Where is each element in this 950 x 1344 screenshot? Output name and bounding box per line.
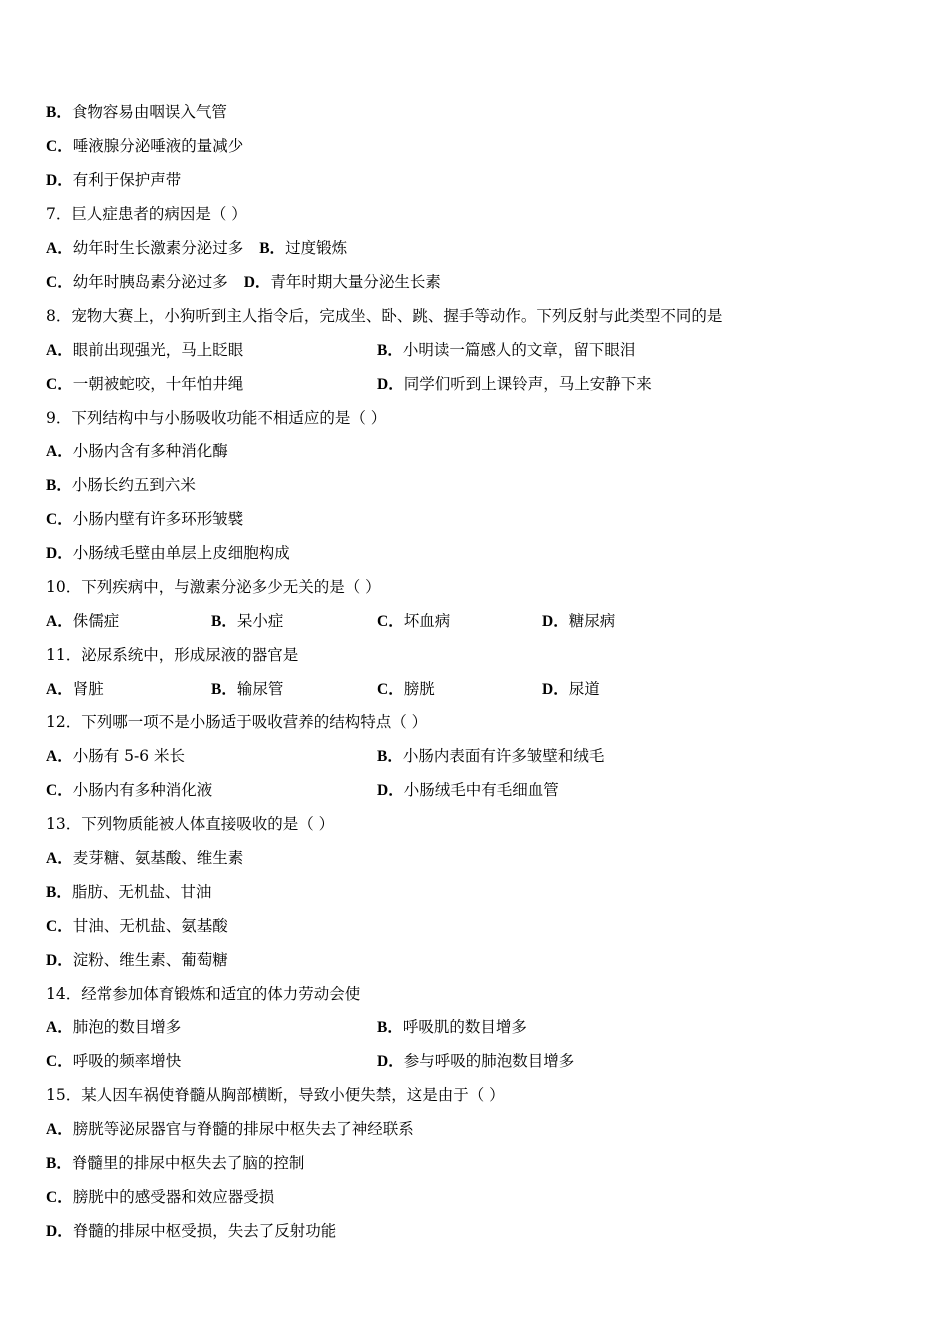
option-text: 小肠有 5-6 米长 bbox=[72, 747, 186, 765]
option-text: 幼年时生长激素分泌过多 bbox=[72, 239, 244, 257]
q12-options-row-1 bbox=[46, 743, 604, 769]
option-text: 参与呼吸的肺泡数目增多 bbox=[403, 1052, 575, 1070]
option-text: 脊髓的排尿中枢受损，失去了反射功能 bbox=[72, 1222, 337, 1240]
option-text: 脂肪、无机盐、甘油 bbox=[71, 883, 212, 901]
option-label: A． bbox=[46, 342, 73, 359]
option-label: D． bbox=[542, 681, 569, 698]
q10-option-d bbox=[542, 608, 615, 635]
option-text: 小明读一篇感人的文章，留下眼泪 bbox=[402, 341, 636, 359]
q12-options-row-2 bbox=[46, 777, 559, 803]
option-text: 青年时期大量分泌生长素 bbox=[270, 273, 441, 291]
q9-option-c bbox=[46, 506, 243, 532]
option-label: B． bbox=[46, 884, 72, 901]
q11-option-a bbox=[46, 676, 211, 703]
option-text: 麦芽糖、氨基酸、维生素 bbox=[72, 849, 244, 867]
option-label: D． bbox=[46, 952, 73, 969]
q7-option-d bbox=[244, 269, 441, 296]
option-text: 肾脏 bbox=[72, 680, 104, 698]
q14-option-c bbox=[46, 1048, 377, 1075]
option-text: 呆小症 bbox=[236, 612, 284, 630]
option-label: C． bbox=[377, 613, 404, 630]
option-text: 同学们听到上课铃声，马上安静下来 bbox=[403, 375, 652, 393]
option-label: B． bbox=[377, 1019, 403, 1036]
q14-option-a bbox=[46, 1014, 377, 1041]
q15-option-d bbox=[46, 1218, 336, 1244]
q8-option-b bbox=[377, 337, 635, 364]
q12-stem: 12．下列哪一项不是小肠适于吸收营养的结构特点（ ） bbox=[46, 713, 428, 731]
option-label: D． bbox=[46, 172, 73, 189]
q11-option-b bbox=[211, 676, 377, 703]
option-text: 淀粉、维生素、葡萄糖 bbox=[72, 951, 228, 969]
option-label: B． bbox=[46, 1155, 72, 1172]
q12-option-b bbox=[377, 743, 604, 770]
option-label: B． bbox=[377, 342, 403, 359]
option-label: C． bbox=[46, 511, 73, 528]
option-label: B． bbox=[259, 240, 286, 257]
option-label: D． bbox=[377, 1053, 404, 1070]
option-label: A． bbox=[46, 240, 73, 257]
option-label: B． bbox=[46, 477, 72, 494]
option-text: 坏血病 bbox=[403, 612, 451, 630]
q13-stem: 13．下列物质能被人体直接吸收的是（ ） bbox=[46, 815, 335, 833]
option-text: 膀胱等泌尿器官与脊髓的排尿中枢失去了神经联系 bbox=[72, 1120, 414, 1138]
q10-option-a bbox=[46, 608, 211, 635]
q11-option-c bbox=[377, 676, 542, 703]
q8-stem: 8．宠物大赛上，小狗听到主人指令后，完成坐、卧、跳、握手等动作。下列反射与此类型不同的是 bbox=[46, 307, 723, 325]
option-label: C． bbox=[377, 681, 404, 698]
option-label: C． bbox=[46, 918, 73, 935]
option-label: B． bbox=[211, 613, 237, 630]
option-text: 小肠内有多种消化液 bbox=[72, 781, 213, 799]
q7-stem: 7．巨人症患者的病因是（ ） bbox=[46, 205, 247, 223]
q14-options-row-1 bbox=[46, 1014, 527, 1040]
q12-option-c bbox=[46, 777, 377, 804]
option-text: 小肠内表面有许多皱壁和绒毛 bbox=[402, 747, 605, 765]
option-label: A． bbox=[46, 1121, 73, 1138]
option-label: C． bbox=[46, 782, 73, 799]
option-label: C． bbox=[46, 376, 73, 393]
option-text: 膀胱 bbox=[403, 680, 435, 698]
option-text: 呼吸肌的数目增多 bbox=[402, 1018, 527, 1036]
option-label: D． bbox=[243, 274, 271, 291]
q6-option-b bbox=[46, 99, 227, 125]
option-label: C． bbox=[46, 1189, 73, 1206]
option-label: A． bbox=[46, 443, 73, 460]
q15-option-a bbox=[46, 1116, 414, 1142]
option-label: D． bbox=[46, 1223, 73, 1240]
option-label: A． bbox=[46, 850, 73, 867]
q14-options-row-2 bbox=[46, 1048, 574, 1074]
option-label: D． bbox=[46, 545, 73, 562]
q10-option-b bbox=[211, 608, 377, 635]
q8-options-row-1 bbox=[46, 337, 635, 363]
q10-stem: 10．下列疾病中，与激素分泌多少无关的是（ ） bbox=[46, 578, 381, 596]
q8-options-row-2 bbox=[46, 371, 652, 397]
q12-option-a bbox=[46, 743, 377, 770]
q7-option-a bbox=[46, 235, 243, 262]
option-text: 小肠内壁有许多环形皱襞 bbox=[72, 510, 244, 528]
option-text: 肺泡的数目增多 bbox=[72, 1018, 182, 1036]
option-text: 一朝被蛇咬，十年怕井绳 bbox=[72, 375, 244, 393]
q6-option-c bbox=[46, 133, 243, 159]
option-text: 输尿管 bbox=[236, 680, 284, 698]
q11-option-d bbox=[542, 676, 600, 703]
q7-options-row-2 bbox=[46, 269, 441, 295]
q15-stem: 15．某人因车祸使脊髓从胸部横断，导致小便失禁，这是由于（ ） bbox=[46, 1086, 505, 1104]
q9-option-a bbox=[46, 438, 228, 464]
option-text: 小肠长约五到六米 bbox=[71, 476, 196, 494]
q10-options-row bbox=[46, 608, 615, 634]
option-label: A． bbox=[46, 613, 73, 630]
option-label: C． bbox=[46, 138, 73, 155]
option-label: D． bbox=[542, 613, 569, 630]
q7-option-c bbox=[46, 269, 228, 296]
option-label: B． bbox=[46, 104, 72, 121]
q14-stem: 14．经常参加体育锻炼和适宜的体力劳动会使 bbox=[46, 985, 361, 1003]
q13-option-c bbox=[46, 913, 228, 939]
q7-options-row-1 bbox=[46, 235, 347, 261]
option-text: 小肠绒毛壁由单层上皮细胞构成 bbox=[72, 544, 290, 562]
q15-option-b bbox=[46, 1150, 304, 1176]
option-text: 呼吸的频率增快 bbox=[72, 1052, 182, 1070]
option-text: 小肠内含有多种消化酶 bbox=[72, 442, 228, 460]
q10-option-c bbox=[377, 608, 542, 635]
option-text: 膀胱中的感受器和效应器受损 bbox=[72, 1188, 275, 1206]
option-label: D． bbox=[377, 376, 404, 393]
option-text: 侏儒症 bbox=[72, 612, 120, 630]
q11-stem: 11．泌尿系统中，形成尿液的器官是 bbox=[46, 646, 299, 664]
q6-option-d bbox=[46, 167, 181, 193]
q12-option-d bbox=[377, 777, 559, 804]
q13-option-b bbox=[46, 879, 211, 905]
option-text: 过度锻炼 bbox=[285, 239, 348, 257]
option-text: 尿道 bbox=[568, 680, 600, 698]
option-label: C． bbox=[46, 1053, 73, 1070]
q13-option-a bbox=[46, 845, 243, 871]
option-label: B． bbox=[211, 681, 237, 698]
q9-option-d bbox=[46, 540, 290, 566]
q13-option-d bbox=[46, 947, 228, 973]
option-label: C． bbox=[46, 274, 73, 291]
option-label: A． bbox=[46, 681, 73, 698]
option-text: 糖尿病 bbox=[568, 612, 616, 630]
option-label: D． bbox=[377, 782, 404, 799]
option-label: A． bbox=[46, 748, 73, 765]
q11-options-row bbox=[46, 676, 600, 702]
q14-option-d bbox=[377, 1048, 574, 1075]
option-text: 唾液腺分泌唾液的量减少 bbox=[72, 137, 244, 155]
option-text: 眼前出现强光，马上眨眼 bbox=[72, 341, 244, 359]
option-label: B． bbox=[377, 748, 403, 765]
option-text: 脊髓里的排尿中枢失去了脑的控制 bbox=[71, 1154, 305, 1172]
option-text: 小肠绒毛中有毛细血管 bbox=[403, 781, 559, 799]
q9-option-b bbox=[46, 472, 196, 498]
q14-option-b bbox=[377, 1014, 527, 1041]
q9-stem: 9．下列结构中与小肠吸收功能不相适应的是（ ） bbox=[46, 409, 387, 427]
q15-option-c bbox=[46, 1184, 274, 1210]
option-label: A． bbox=[46, 1019, 73, 1036]
option-text: 有利于保护声带 bbox=[72, 171, 182, 189]
option-text: 甘油、无机盐、氨基酸 bbox=[72, 917, 228, 935]
q7-option-b bbox=[259, 235, 347, 262]
q8-option-a bbox=[46, 337, 377, 364]
option-text: 幼年时胰岛素分泌过多 bbox=[72, 273, 228, 291]
q8-option-d bbox=[377, 371, 652, 398]
q8-option-c bbox=[46, 371, 377, 398]
option-text: 食物容易由咽误入气管 bbox=[71, 103, 227, 121]
